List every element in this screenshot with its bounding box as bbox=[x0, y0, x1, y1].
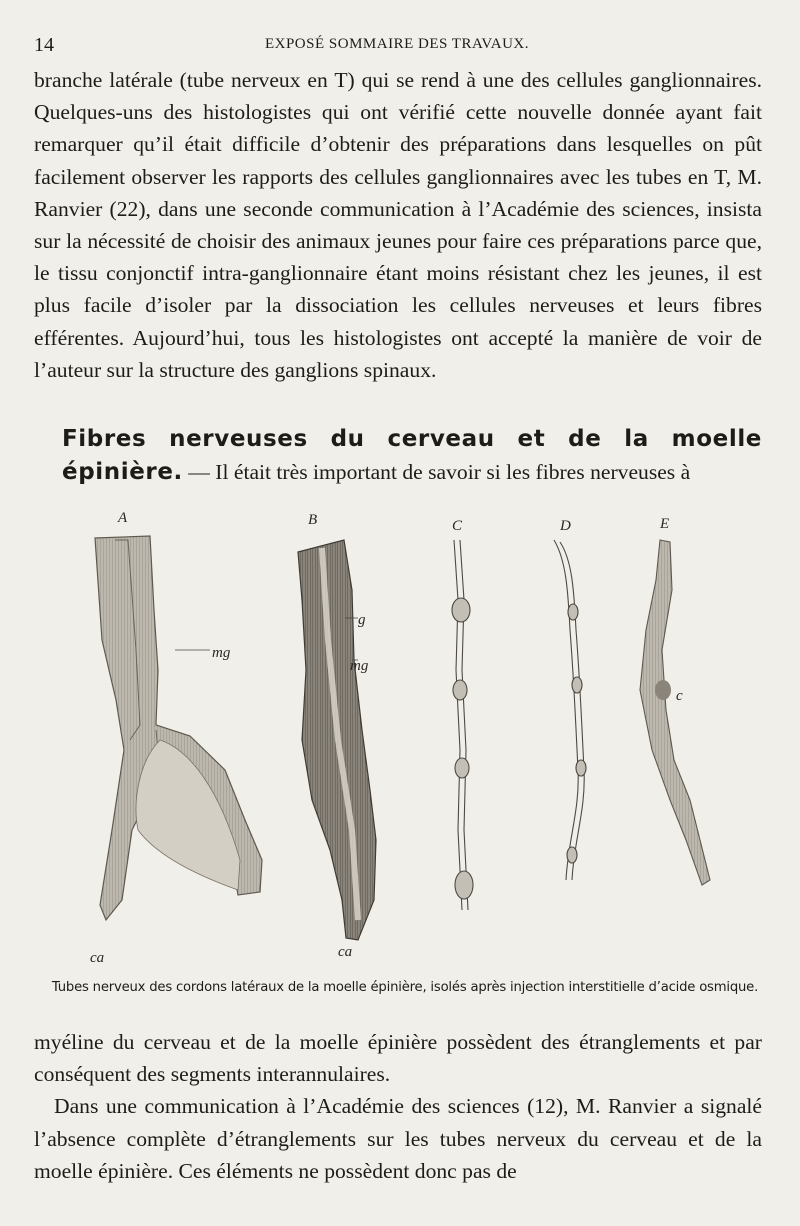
section-block bbox=[62, 423, 762, 489]
figure-caption: Tubes nerveux des cordons latéraux de la moelle épinière, isolés après injection interstitielle d’acide osmique. bbox=[51, 980, 759, 995]
panel-a-drawing bbox=[95, 536, 262, 920]
nerve-fiber-illustration bbox=[40, 500, 780, 970]
section-heading: Fibres nerveuses du cerveau et de la moelle épinière. bbox=[62, 426, 762, 485]
panel-label-b: B bbox=[308, 512, 318, 528]
page-number: 14 bbox=[34, 34, 54, 56]
panel-d-drawing bbox=[554, 540, 586, 880]
panel-label-a: A bbox=[118, 510, 128, 526]
annotation-b-mg: mg bbox=[350, 658, 369, 674]
annotation-a-ca: ca bbox=[90, 950, 105, 966]
panel-label-e: E bbox=[660, 516, 670, 532]
annotation-b-g: g bbox=[358, 612, 366, 628]
paragraph: myéline du cerveau et de la moelle épinière possèdent des étranglements et par conséquent des segments interannulaires. bbox=[34, 1030, 762, 1087]
annotation-a-mg: mg bbox=[212, 645, 231, 661]
panel-b-drawing bbox=[298, 540, 376, 940]
panel-label-c: C bbox=[452, 518, 463, 534]
text-block-bottom bbox=[34, 1026, 762, 1187]
page-header bbox=[34, 34, 760, 60]
paragraph: branche latérale (tube nerveux en T) qui se rend à une des cellules ganglionnaires. Quelques-uns des histologistes qui ont vérifié cette nouvelle donnée ayant fait remarquer qu’il était difficile d’obtenir des préparations dans lesquelles on pût facilement observer les rapports des cellules ganglionnaires avec les tubes en T, M. Ranvier (22), dans une seconde communication à l’Académie des sciences, insista sur la nécessité de choisir des animaux jeunes pour faire ces préparations parce que, le tissu conjonctif intra-ganglionnaire étant moins résistant chez les jeunes, il est plus facile d’isoler par la dissociation les cellules nerveuses et leurs fibres efférentes. Aujourd’hui, tous les histologistes ont accepté la manière de voir de l’auteur sur la structure des ganglions spinaux. bbox=[34, 68, 762, 382]
annotation-e-c: c bbox=[676, 688, 683, 704]
figure bbox=[40, 500, 780, 970]
section-text: — Il était très important de savoir si les fibres nerveuses à bbox=[182, 460, 691, 484]
panel-label-d: D bbox=[560, 518, 571, 534]
panel-e-drawing bbox=[640, 540, 710, 885]
running-title: EXPOSÉ SOMMAIRE DES TRAVAUX. bbox=[264, 36, 530, 52]
text-block-top bbox=[34, 64, 762, 386]
annotation-b-ca: ca bbox=[338, 944, 353, 960]
panel-c-drawing bbox=[452, 540, 473, 910]
paragraph: Dans une communication à l’Académie des sciences (12), M. Ranvier a signalé l’absence complète d’étranglements sur les tubes nerveux du cerveau et de la moelle épinière. Ces éléments ne possèdent donc pas de bbox=[34, 1094, 762, 1183]
